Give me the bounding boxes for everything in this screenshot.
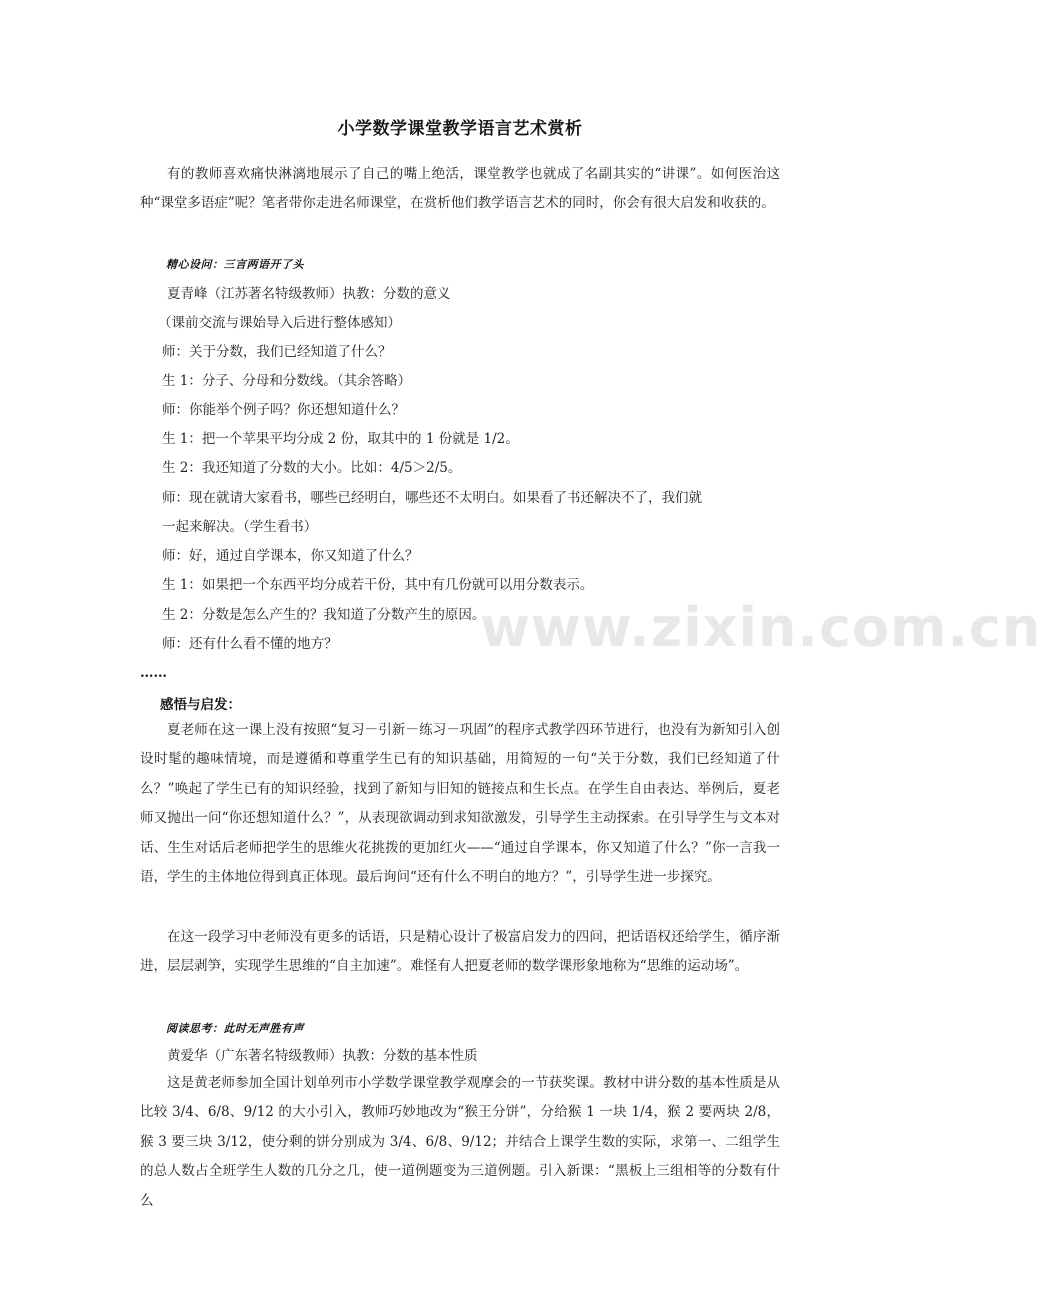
teacher-line-2: 黄爱华（广东著名特级教师）执教：分数的基本性质 <box>167 1048 478 1064</box>
section-heading-1: 精心设问：三言两语开了头 <box>166 258 304 271</box>
document-title: 小学数学课堂教学语言艺术赏析 <box>337 119 583 139</box>
dialogue-line: 生 1：如果把一个东西平均分成若干份，其中有几份就可以用分数表示。 <box>162 577 594 593</box>
dialogue-line: 生 2：分数是怎么产生的？我知道了分数产生的原因。 <box>162 607 486 623</box>
insight-paragraph-2: 在这一段学习中老师没有更多的话语，只是精心设计了极富启发力的四问，把话语权还给学生，循序渐进，层层剥笋，实现学生思维的“自主加速”。难怪有人把夏老师的数学课形象地称为“思维的运动场”。 <box>140 929 780 975</box>
dialogue-line: 一起来解决。（学生看书） <box>162 519 318 535</box>
note-line: （课前交流与课始导入后进行整体感知） <box>158 315 401 331</box>
dialogue-line: 师：关于分数，我们已经知道了什么？ <box>162 344 392 360</box>
insight-paragraph-1: 夏老师在这一课上没有按照“复习－引新－练习－巩固”的程序式教学四环节进行，也没有为新知引入创设时髦的趣味情境，而是遵循和尊重学生已有的知识基础，用简短的一句“关于分数，我们已经知道了什么？”唤起了学生已有的知识经验，找到了新知与旧知的链接点和生长点。在学生自由表达、举例后，夏老师又抛出一问“你还想知道什么？”，从表现欲调动到求知欲激发，引导学生主动探索。在引导学生与文本对话、生生对话后老师把学生的思维火花挑拨的更加红火——“通过自学课本，你又知道了什么？”你一言我一语，学生的主体地位得到真正体现。最后询问“还有什么不明白的地方？”，引导学生进一步探究。 <box>140 722 780 886</box>
dialogue-line: 生 1：把一个苹果平均分成 2 份，取其中的 1 份就是 1/2。 <box>162 431 519 447</box>
watermark: www.zixin.com.cn <box>480 596 1041 659</box>
dialogue-line: 师：你能举个例子吗？你还想知道什么？ <box>162 402 405 418</box>
section2-paragraph-1: 这是黄老师参加全国计划单列市小学数学课堂教学观摩会的一节获奖课。教材中讲分数的基本性质是从比较 3/4、6/8、9/12 的大小引入，教师巧妙地改为“猴王分饼”，分给猴 1 一块 1/4，猴 2 要两块 2/8，猴 3 要三块 3/12，使分剩的饼分别成为 3/4、6/8、9/12；并结合上课学生数的实际，求第一、二组学生的总人数占全班学生人数的几分之几，使一道例题变为三道例题。引入新课：“黑板上三组相等的分数有什么 <box>140 1075 780 1209</box>
dialogue-line: 生 1：分子、分母和分数线。（其余答略） <box>162 373 412 389</box>
section-heading-2: 阅读思考：此时无声胜有声 <box>166 1022 304 1035</box>
ellipsis: …… <box>140 665 167 681</box>
dialogue-line: 师：好，通过自学课本，你又知道了什么？ <box>162 548 419 564</box>
dialogue-line: 生 2：我还知道了分数的大小。比如：4/5＞2/5。 <box>162 460 462 476</box>
insight-heading: 感悟与启发： <box>160 697 241 713</box>
dialogue-line: 师：还有什么看不懂的地方？ <box>162 636 338 652</box>
intro-paragraph: 有的教师喜欢痛快淋漓地展示了自己的嘴上绝活，课堂教学也就成了名副其实的“讲课”。如何医治这种“课堂多语症”呢？笔者带你走进名师课堂，在赏析他们教学语言艺术的同时，你会有很大启发和收获的。 <box>140 166 780 212</box>
teacher-line-1: 夏青峰（江苏著名特级教师）执教：分数的意义 <box>167 286 451 302</box>
dialogue-line: 师：现在就请大家看书，哪些已经明白，哪些还不太明白。如果看了书还解决不了，我们就 <box>162 490 702 506</box>
